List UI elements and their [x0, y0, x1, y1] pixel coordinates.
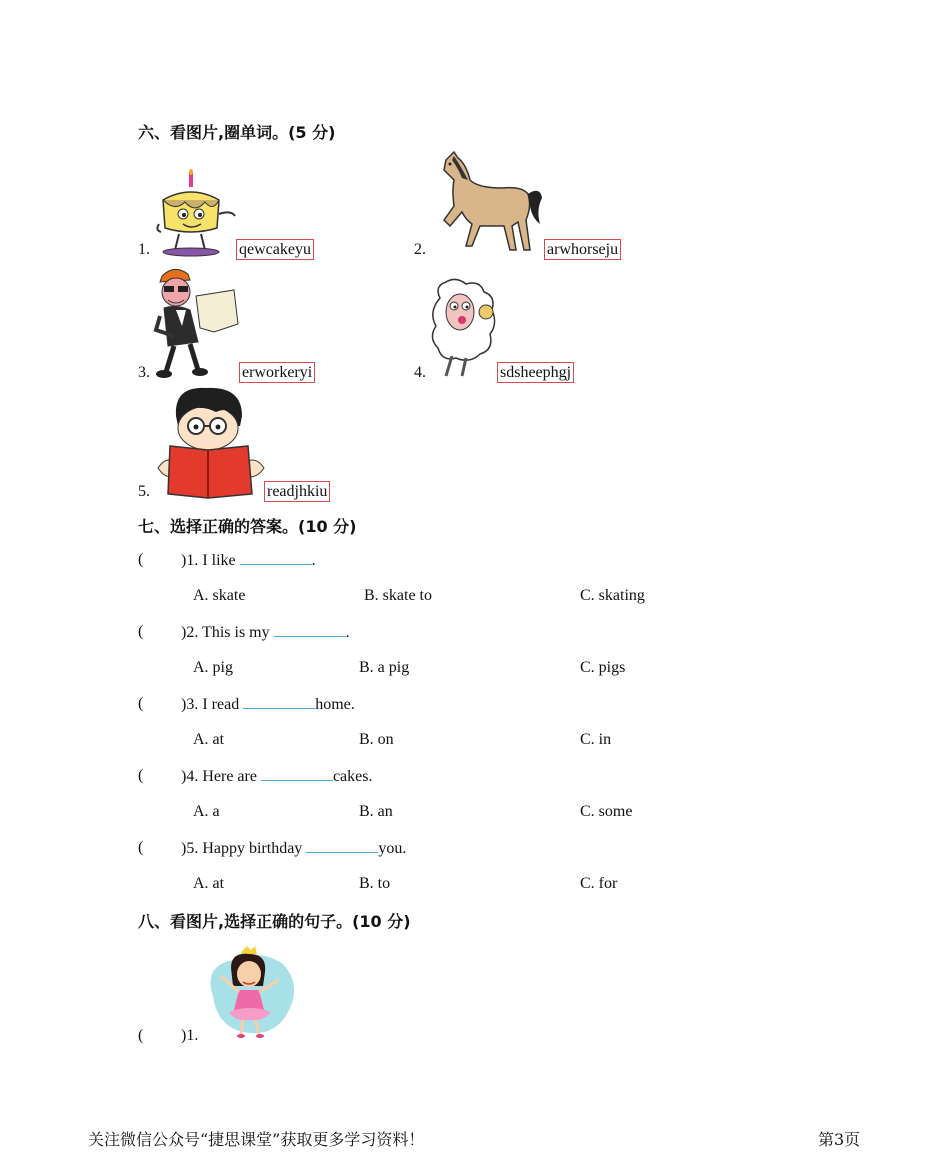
option-c[interactable]: C. some [580, 803, 633, 820]
option-a[interactable]: A. skate [193, 587, 246, 604]
option-b[interactable]: B. a pig [359, 659, 410, 676]
question-stem: )3. I read home. [181, 696, 355, 713]
question-number: )1. [181, 1027, 199, 1044]
reading-boy-picture [156, 386, 266, 498]
option-c[interactable]: C. for [580, 875, 618, 892]
word-box[interactable]: readjhkiu [264, 481, 330, 502]
question-stem: )1. I like . [181, 552, 316, 569]
word-box[interactable]: sdsheephgj [497, 362, 574, 383]
worker-picture [154, 266, 240, 380]
section8-title: 八、看图片,选择正确的句子。(10 分) [138, 912, 411, 931]
option-a[interactable]: A. at [193, 875, 225, 892]
blank-line [306, 839, 378, 853]
question-stem: )5. Happy birthday you. [181, 840, 407, 857]
blank-line [261, 767, 333, 781]
option-b[interactable]: B. an [359, 803, 393, 820]
answer-paren[interactable]: ( [138, 767, 144, 784]
answer-paren[interactable]: ( [138, 551, 144, 568]
footer-notice: 关注微信公众号“捷思课堂”获取更多学习资料！ [88, 1130, 425, 1149]
item-number: 5. [138, 483, 150, 500]
option-a[interactable]: A. a [193, 803, 220, 820]
page-number: 第3页 [818, 1130, 861, 1149]
item-number: 3. [138, 364, 150, 381]
item-number: 1. [138, 241, 150, 258]
option-b[interactable]: B. on [359, 731, 394, 748]
option-b[interactable]: B. to [359, 875, 391, 892]
answer-paren[interactable]: ( [138, 1027, 144, 1044]
blank-line [274, 623, 346, 637]
answer-paren[interactable]: ( [138, 695, 144, 712]
word-box[interactable]: erworkeryi [239, 362, 315, 383]
option-c[interactable]: C. pigs [580, 659, 626, 676]
question-stem: )4. Here are cakes. [181, 768, 373, 785]
answer-paren[interactable]: ( [138, 623, 144, 640]
section6-title: 六、看图片,圈单词。(5 分) [138, 123, 336, 142]
blank-line [240, 551, 312, 565]
option-a[interactable]: A. at [193, 731, 225, 748]
section7-title: 七、选择正确的答案。(10 分) [138, 517, 357, 536]
item-number: 4. [414, 364, 426, 381]
word-box[interactable]: arwhorseju [544, 239, 621, 260]
word-box[interactable]: qewcakeyu [236, 239, 314, 260]
sheep-picture [430, 278, 498, 380]
answer-paren[interactable]: ( [138, 839, 144, 856]
dancing-girl-picture [203, 946, 297, 1040]
option-a[interactable]: A. pig [193, 659, 233, 676]
question-stem: )2. This is my . [181, 624, 350, 641]
cake-picture [155, 170, 240, 258]
option-c[interactable]: C. skating [580, 587, 645, 604]
item-number: 2. [414, 241, 426, 258]
blank-line [243, 695, 315, 709]
horse-picture [432, 150, 544, 258]
option-b[interactable]: B. skate to [364, 587, 432, 604]
option-c[interactable]: C. in [580, 731, 612, 748]
